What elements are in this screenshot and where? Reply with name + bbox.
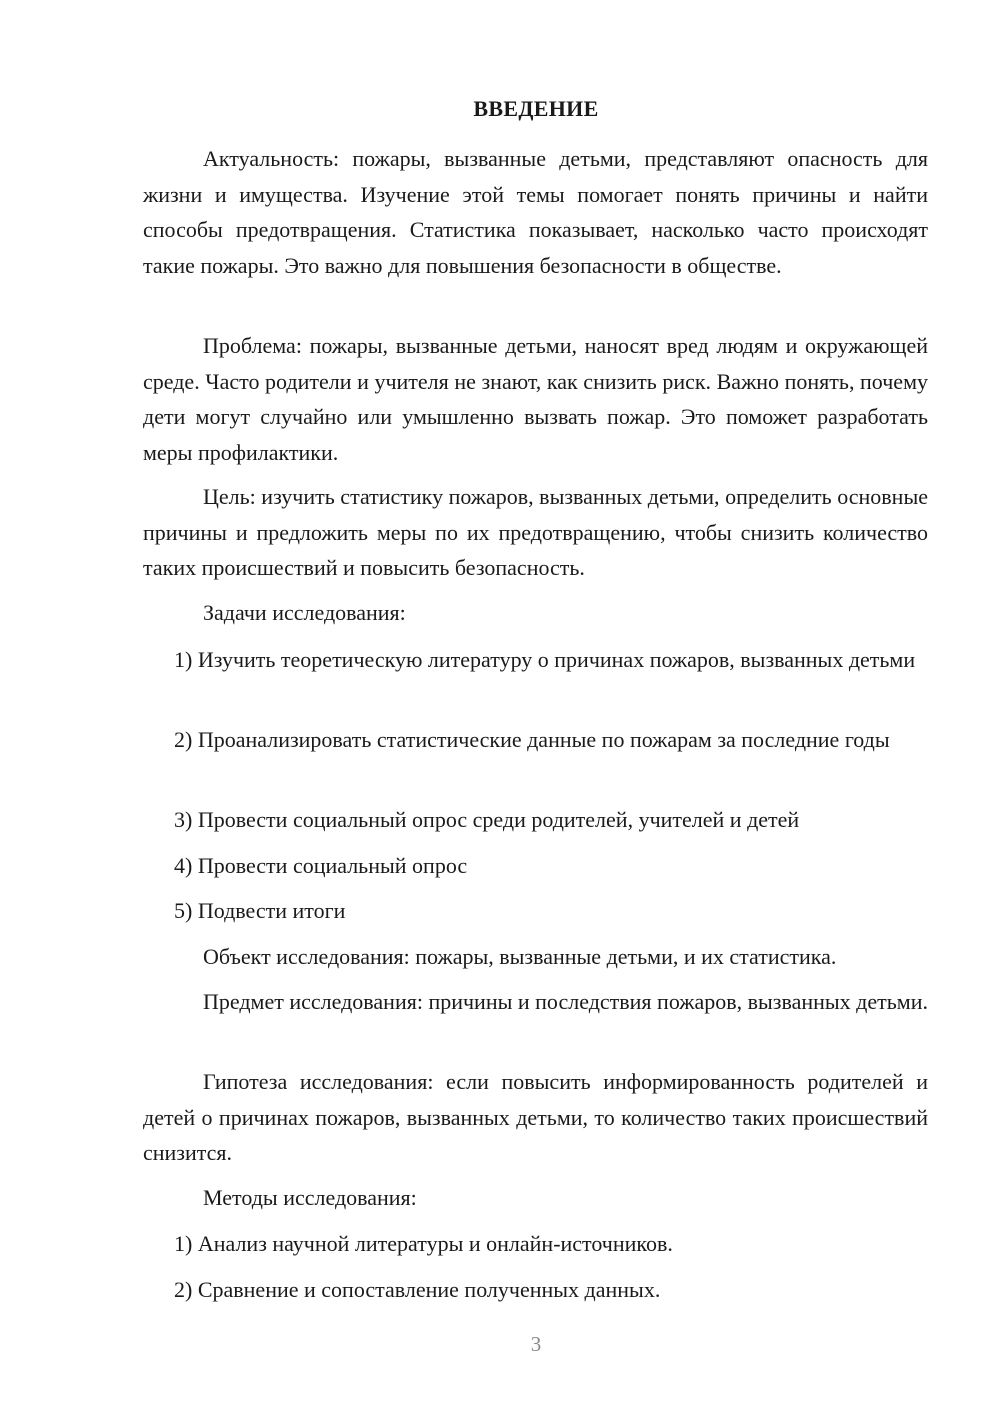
task-item-4: 4) Провести социальный опрос [174,853,468,878]
relevance-paragraph: Актуальность: пожары, вызванные детьми, представляют опасность для жизни и имущества. Изучение этой темы помогает понять причины и найти способы предотвращения. Статистика показывает, насколько часто происходят такие пожары. Это важно для повышения безопасности в обществе. [143,146,928,278]
subject-paragraph: Предмет исследования: причины и последствия пожаров, вызванных детьми. [203,989,928,1014]
method-item-2: 2) Сравнение и сопоставление полученных данных. [174,1277,661,1302]
object-paragraph: Объект исследования: пожары, вызванные детьми, и их статистика. [203,944,837,969]
task-item-1: 1) Изучить теоретическую литературу о причинах пожаров, вызванных детьми [174,647,916,672]
method-item-1: 1) Анализ научной литературы и онлайн-источников. [174,1231,673,1256]
task-item-2: 2) Проанализировать статистические данные по пожарам за последние годы [174,727,890,752]
task-item-3: 3) Провести социальный опрос среди родителей, учителей и детей [174,807,800,832]
hypothesis-paragraph: Гипотеза исследования: если повысить информированность родителей и детей о причинах пожаров, вызванных детьми, то количество таких происшествий снизится. [143,1069,928,1165]
task-item-5: 5) Подвести итоги [174,898,346,923]
page-number: 3 [530,1332,542,1356]
problem-paragraph: Проблема: пожары, вызванные детьми, наносят вред людям и окружающей среде. Часто родители и учителя не знают, как снизить риск. Важно понять, почему дети могут случайно или умышленно вызвать пожар. Это поможет разработать меры профилактики. [143,333,928,465]
tasks-heading: Задачи исследования: [203,600,406,625]
section-heading: ВВЕДЕНИЕ [473,96,599,121]
goal-paragraph: Цель: изучить статистику пожаров, вызванных детьми, определить основные причины и предложить меры по их предотвращению, чтобы снизить количество таких происшествий и повысить безопасность. [143,484,928,580]
methods-heading: Методы исследования: [203,1185,417,1210]
